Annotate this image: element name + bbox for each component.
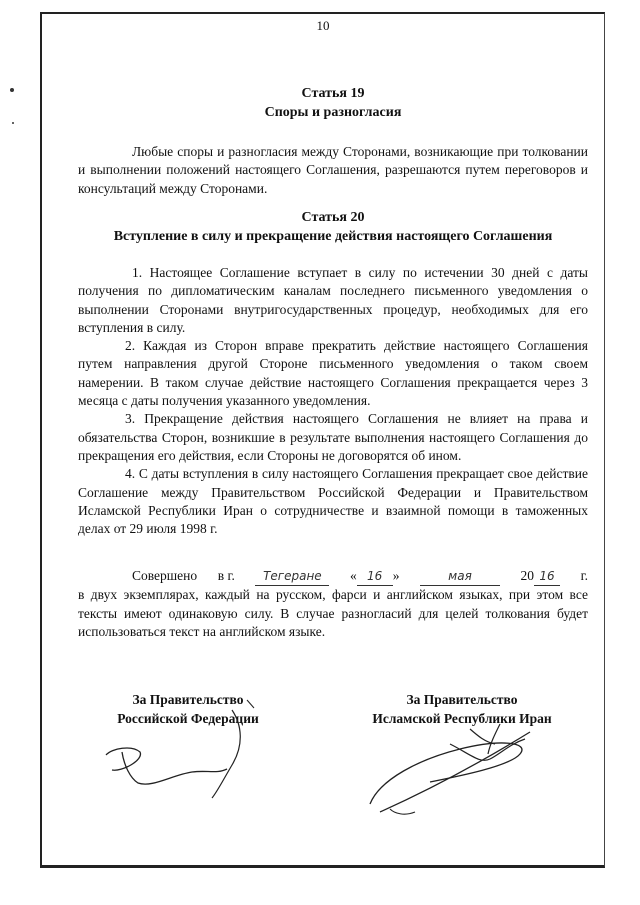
article-19-text: Любые споры и разногласия между Сторонами, возникающие при толковании и выполнении положений настоящего Соглашения, разрешаются путем переговоров и консультаций между Сторонами. [78, 144, 588, 196]
article-20-subtitle: Вступление в силу и прекращение действия настоящего Соглашения [113, 229, 553, 244]
done-year-suffix: г. [580, 568, 588, 583]
article-20-paragraph-4: 4. С даты вступления в силу настоящего Соглашения прекращает свое действие Соглашение между Правительством Российской Федерации и Правительством Исламской Республики Иран о сотрудничестве и взаимной помощи в таможенных делах от 29 июля 1998 г. [78, 466, 588, 537]
margin-dot-top [10, 88, 14, 92]
done-month-handwritten: мая [420, 567, 500, 586]
signature-right-line-2: Исламской Республики Иран [372, 711, 552, 726]
done-rest-text: в двух экземплярах, каждый на русском, фарси и английском языках, при этом все тексты имеют одинаковую силу. В случае разногласий для целей толкования будет использоваться текст на английском языке. [78, 587, 588, 639]
article-20-paragraph-3: 3. Прекращение действия настоящего Соглашения не влияет на права и обязательства Сторон, возникшие в результате выполнения настоящего Соглашения до прекращения его действия, если Стороны не договорятся об ином. [78, 411, 588, 463]
done-clause-line [78, 567, 588, 586]
done-label: Совершено [132, 568, 198, 583]
done-clause [78, 567, 588, 641]
done-year-handwritten: 16 [534, 567, 560, 586]
signature-right-handwritten [360, 714, 570, 824]
article-19 [78, 84, 588, 198]
margin-dot-small [12, 122, 14, 124]
article-20-title: Статья 20 [301, 210, 365, 225]
page-number: 10 [316, 18, 330, 33]
article-20-paragraph-1: 1. Настоящее Соглашение вступает в силу по истечении 30 дней с даты получения по дипломатическим каналам последнего письменного уведомления о выполнении Сторонами внутригосударственных процедур, необходимых для его вступления в силу. [78, 265, 588, 335]
article-19-title: Статья 19 [301, 86, 365, 101]
done-city-prefix: в г. [217, 568, 235, 583]
done-city-handwritten: Тегеране [255, 567, 329, 586]
done-quote-close: » [392, 568, 400, 583]
done-day-group [350, 567, 400, 586]
article-20-paragraph-2: 2. Каждая из Сторон вправе прекратить действие настоящего Соглашения путем направления другой Стороне письменного уведомления о таком своем намерении. В таком случае действие настоящего Соглашения прекращается через 3 месяца с даты получения указанного уведомления. [78, 338, 588, 409]
signature-left-line-2: Российской Федерации [117, 711, 259, 726]
done-quote-open: « [349, 568, 357, 583]
page-frame [40, 12, 605, 868]
signature-left-line-1: За Правительство [132, 692, 244, 707]
signature-left-handwritten [82, 690, 282, 810]
done-year-group [521, 567, 561, 586]
article-19-subtitle: Споры и разногласия [264, 105, 402, 120]
article-20 [78, 208, 588, 538]
done-day-handwritten: 16 [357, 567, 393, 586]
signature-right-line-1: За Правительство [406, 692, 518, 707]
done-year-prefix: 20 [520, 568, 535, 583]
